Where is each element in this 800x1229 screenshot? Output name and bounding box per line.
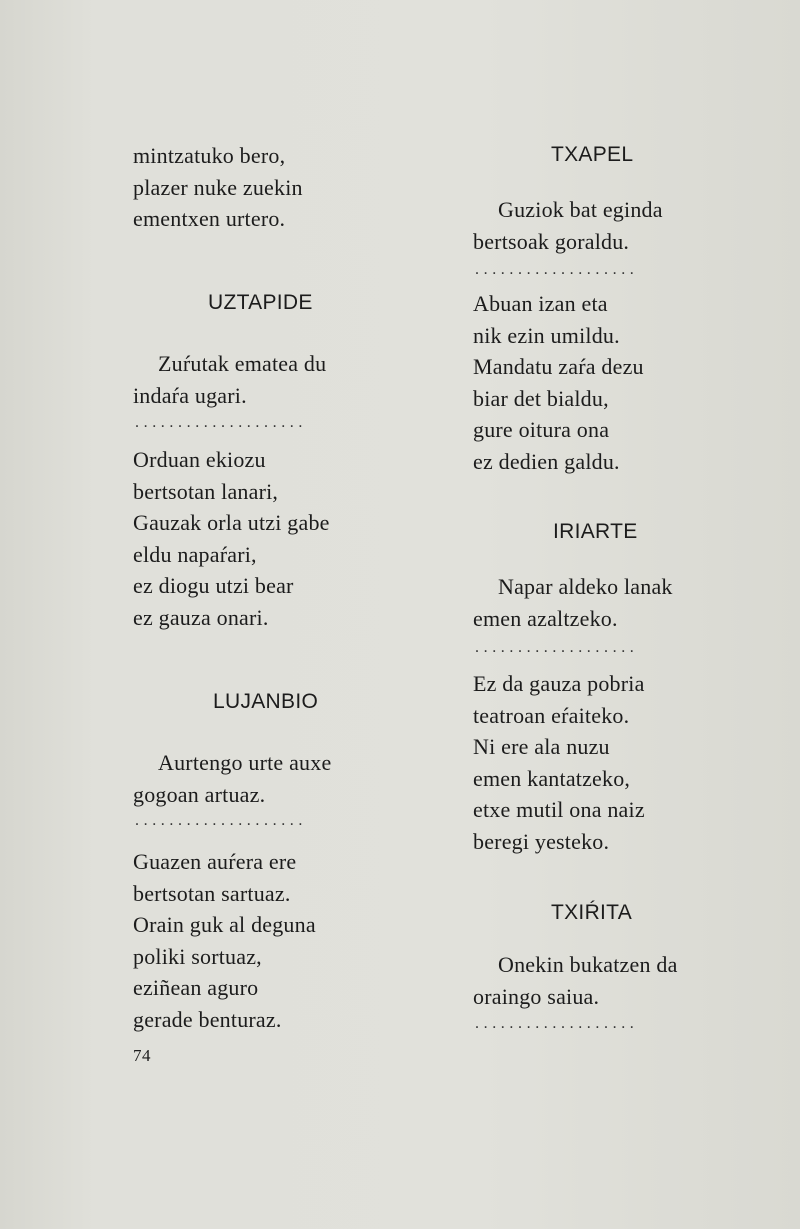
verse-line: ementxen urtero. [133,206,286,231]
verse-line: poliki sortuaz, [133,943,262,969]
verse-line: Ni ere ala nuzu [473,734,610,759]
verse-stanza [473,668,645,857]
ellipsis-dots: .................... [135,812,307,829]
speaker-heading-txirita: TXIŔITA [551,901,633,924]
verse-line: gure oitura ona [473,417,610,442]
verse-line: ez gauza onari. [133,604,269,630]
verse-line: nik ezin umildu. [473,322,620,348]
speaker-heading-lujanbio: LUJANBIO [213,690,319,713]
verse-line: eldu napaŕari, [133,541,257,567]
ellipsis-dots: .................... [135,414,307,431]
verse-line: Onekin bukatzen da [498,952,678,977]
speaker-heading-uztapide: UZTAPIDE [208,291,313,314]
verse-line: Orduan ekiozu [133,447,266,472]
verse-line: Zuŕutak ematea du [158,351,327,376]
verse-line: plazer nuke zuekin [133,174,303,200]
verse-line: bertsoak goraldu. [473,228,630,254]
verse-opening [473,949,678,1012]
verse-line: biar det bialdu, [473,385,609,411]
page-number: 74 [133,1046,151,1065]
verse-opening [473,194,663,257]
ellipsis-dots: ................... [475,1015,639,1032]
verse-line: Gauzak orla utzi gabe [133,510,330,535]
speaker-heading-iriarte: IRIARTE [553,520,638,543]
verse-line: mintzatuko bero, [133,143,286,168]
verse-line: indaŕa ugari. [133,382,247,408]
verse-line: Abuan izan eta [473,291,608,316]
speaker-heading-txapel: TXAPEL [551,143,634,166]
ellipsis-dots: ................... [475,639,639,656]
verse-line: bertsotan lanari, [133,478,279,504]
verse-line: emen azaltzeko. [473,605,618,631]
verse-line: ez dedien galdu. [473,448,620,474]
verse-line: Guazen auŕera ere [133,849,297,874]
verse-line: gerade benturaz. [133,1006,282,1032]
intro-verse [133,140,303,235]
verse-line: oraingo saiua. [473,983,600,1009]
verse-stanza [473,288,644,477]
verse-line: ez diogu utzi bear [133,573,294,598]
verse-line: etxe mutil ona naiz [473,797,645,822]
verse-line: beregi yesteko. [473,828,610,854]
verse-line: Ez da gauza pobria [473,671,645,696]
verse-line: emen kantatzeko, [473,765,631,791]
verse-line: teatroan eŕaiteko. [473,702,630,728]
verse-line: eziñean aguro [133,975,259,1000]
ellipsis-dots: ................... [475,261,639,278]
verse-line: Napar aldeko lanak [498,574,673,599]
verse-line: Aurtengo urte auxe [158,750,332,775]
verse-line: bertsotan sartuaz. [133,880,291,906]
verse-line: Guziok bat eginda [498,197,663,222]
verse-stanza [133,444,330,633]
verse-line: Orain guk al deguna [133,912,316,937]
verse-line: gogoan artuaz. [133,781,266,807]
verse-opening [473,571,673,634]
verse-line: Mandatu zaŕa dezu [473,354,644,379]
verse-opening [133,747,331,810]
verse-stanza [133,846,316,1035]
verse-opening [133,348,326,411]
